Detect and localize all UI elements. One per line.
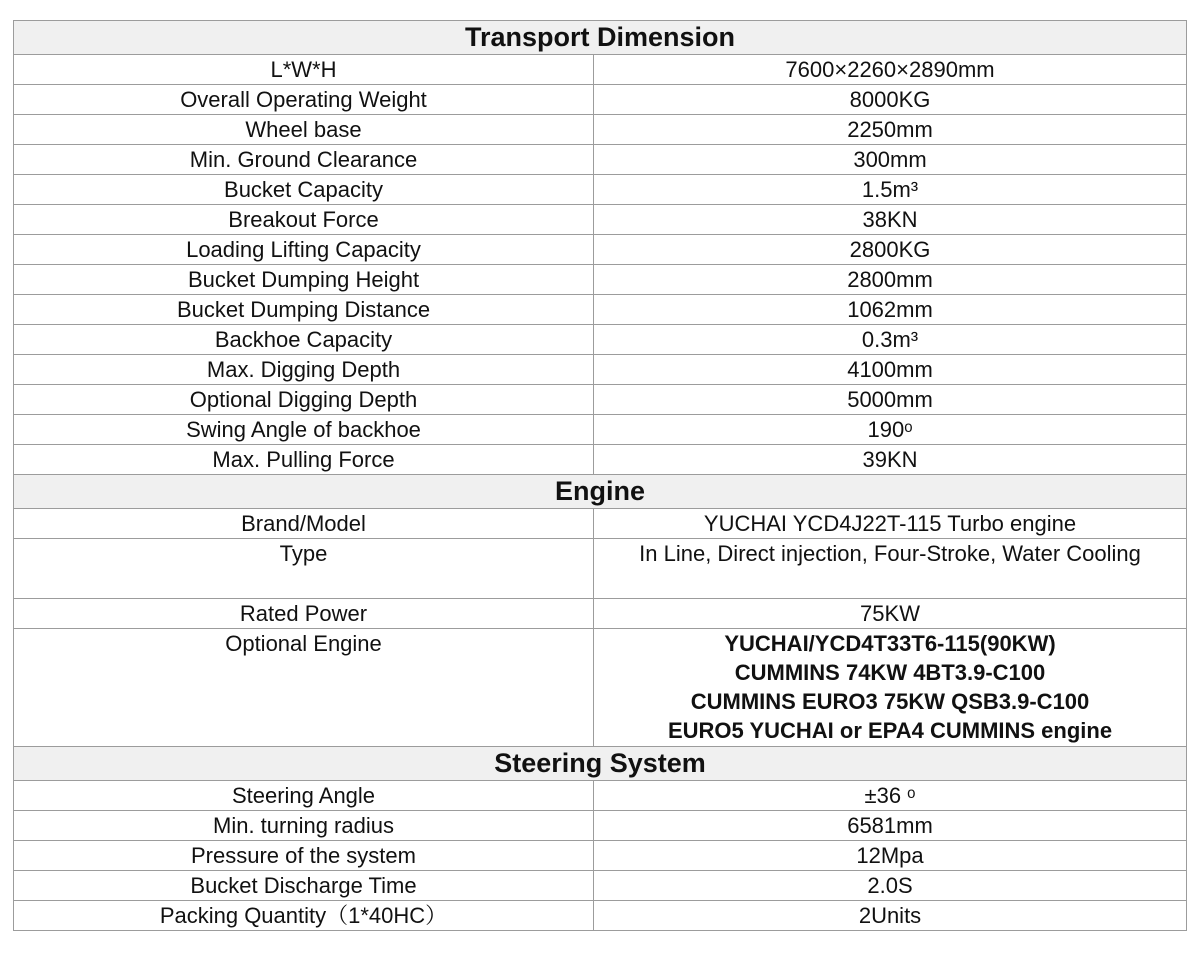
- table-row: [14, 901, 1187, 931]
- spec-value: 2800mm: [594, 265, 1187, 295]
- spec-label: Bucket Dumping Height: [14, 265, 594, 295]
- spec-label: Type: [14, 539, 594, 599]
- spec-value: 5000mm: [594, 385, 1187, 415]
- spec-value: 1.5m³: [594, 175, 1187, 205]
- spec-value: 75KW: [594, 599, 1187, 629]
- spec-label: Backhoe Capacity: [14, 325, 594, 355]
- table-row: [14, 115, 1187, 145]
- table-row: [14, 385, 1187, 415]
- spec-value: 39KN: [594, 445, 1187, 475]
- spec-label: Rated Power: [14, 599, 594, 629]
- spec-label: Min. turning radius: [14, 811, 594, 841]
- spec-value: 300mm: [594, 145, 1187, 175]
- table-row: [14, 295, 1187, 325]
- spec-value: 2.0S: [594, 871, 1187, 901]
- spec-value: 190ᵒ: [594, 415, 1187, 445]
- spec-value: In Line, Direct injection, Four-Stroke, Water Cooling: [594, 539, 1187, 599]
- table-row: [14, 871, 1187, 901]
- spec-label: Optional Digging Depth: [14, 385, 594, 415]
- table-row: [14, 811, 1187, 841]
- spec-label: Breakout Force: [14, 205, 594, 235]
- spec-value: 8000KG: [594, 85, 1187, 115]
- spec-value: YUCHAI YCD4J22T-115 Turbo engine: [594, 509, 1187, 539]
- spec-label: Optional Engine: [14, 629, 594, 747]
- table-row: [14, 509, 1187, 539]
- spec-label: Pressure of the system: [14, 841, 594, 871]
- spec-value: 2800KG: [594, 235, 1187, 265]
- section-header-transport-dimension: [14, 21, 1187, 55]
- table-row: [14, 325, 1187, 355]
- spec-label: Wheel base: [14, 115, 594, 145]
- table-row: [14, 445, 1187, 475]
- optional-engine-list: [594, 629, 1187, 747]
- table-row: [14, 235, 1187, 265]
- spec-label: Packing Quantity（1*40HC）: [14, 901, 594, 931]
- spec-label: Brand/Model: [14, 509, 594, 539]
- table-row: [14, 355, 1187, 385]
- section-title: Engine: [14, 475, 1187, 509]
- spec-label: Max. Pulling Force: [14, 445, 594, 475]
- spec-value: 7600×2260×2890mm: [594, 55, 1187, 85]
- table-row: [14, 55, 1187, 85]
- spec-label: Bucket Discharge Time: [14, 871, 594, 901]
- optional-engine-item: CUMMINS EURO3 75KW QSB3.9-C100: [690, 689, 1090, 714]
- table-row: [14, 781, 1187, 811]
- table-row: [14, 415, 1187, 445]
- spec-label: Overall Operating Weight: [14, 85, 594, 115]
- table-row: [14, 841, 1187, 871]
- spec-value: 2Units: [594, 901, 1187, 931]
- spec-value: 1062mm: [594, 295, 1187, 325]
- spec-table: [13, 20, 1187, 931]
- table-row: [14, 85, 1187, 115]
- spec-label: Min. Ground Clearance: [14, 145, 594, 175]
- spec-value: ±36 ᵒ: [594, 781, 1187, 811]
- spec-label: Loading Lifting Capacity: [14, 235, 594, 265]
- section-header-steering-system: [14, 747, 1187, 781]
- table-row: [14, 145, 1187, 175]
- spec-value: 0.3m³: [594, 325, 1187, 355]
- spec-value: 4100mm: [594, 355, 1187, 385]
- optional-engine-item: EURO5 YUCHAI or EPA4 CUMMINS engine: [667, 718, 1113, 743]
- spec-label: Steering Angle: [14, 781, 594, 811]
- table-row: [14, 265, 1187, 295]
- table-row: [14, 539, 1187, 599]
- table-row: [14, 205, 1187, 235]
- spec-value: 38KN: [594, 205, 1187, 235]
- optional-engine-item: CUMMINS 74KW 4BT3.9-C100: [734, 660, 1046, 685]
- section-header-engine: [14, 475, 1187, 509]
- section-title: Transport Dimension: [14, 21, 1187, 55]
- table-row: [14, 599, 1187, 629]
- spec-label: Swing Angle of backhoe: [14, 415, 594, 445]
- spec-label: Max. Digging Depth: [14, 355, 594, 385]
- spec-value: 12Mpa: [594, 841, 1187, 871]
- section-title: Steering System: [14, 747, 1187, 781]
- table-row: [14, 175, 1187, 205]
- spec-label: Bucket Capacity: [14, 175, 594, 205]
- table-row: [14, 629, 1187, 747]
- spec-value: 6581mm: [594, 811, 1187, 841]
- spec-label: L*W*H: [14, 55, 594, 85]
- spec-label: Bucket Dumping Distance: [14, 295, 594, 325]
- optional-engine-item: YUCHAI/YCD4T33T6-115(90KW): [724, 631, 1056, 656]
- spec-value: 2250mm: [594, 115, 1187, 145]
